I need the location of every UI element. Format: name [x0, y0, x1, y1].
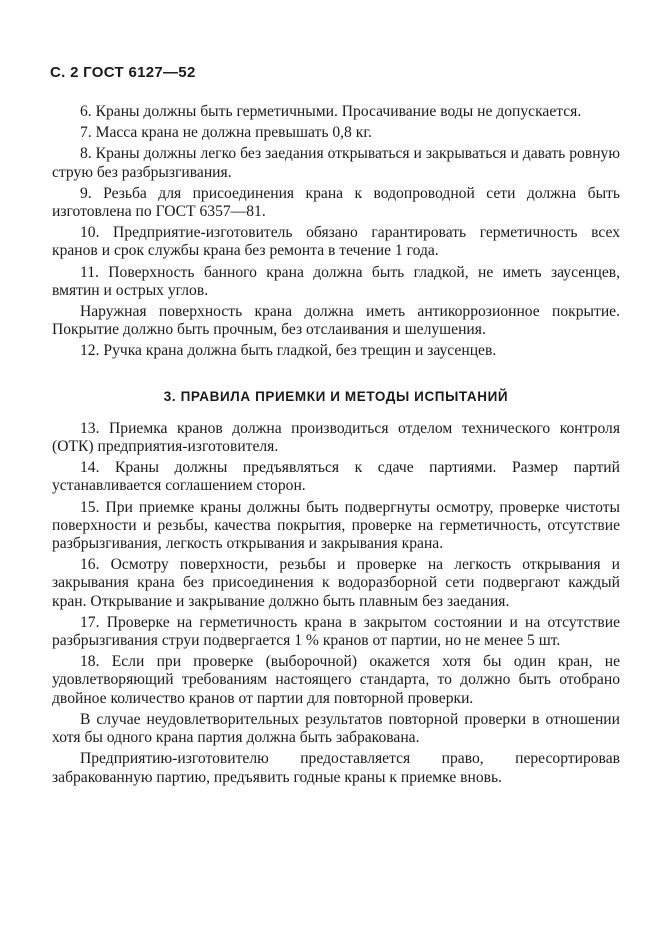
paragraph-15: 15. При приемке краны должны быть подвергнуты осмотру, проверке чистоты поверхности и резьбы, качества покрытия, проверке на герметичность, отсутствие разбрызгивания, легкость открывания и закрывания крана.	[52, 498, 620, 553]
paragraph-16: 16. Осмотру поверхности, резьбы и проверке на легкость открывания и закрывания крана без присоединения к водоразборной сети подвергают каждый кран. Открывание и закрывание должно быть плавным без заедания.	[52, 556, 620, 610]
paragraph-8: 8. Краны должны легко без заедания открываться и закрываться и давать ровную струю без разбрызгивания.	[52, 145, 620, 181]
paragraph-18-rejection: В случае неудовлетворительных результатов повторной проверки в отношении хотя бы одного крана партия должна быть забракована.	[52, 710, 620, 747]
document-body	[52, 103, 620, 790]
page-header: С. 2 ГОСТ 6127—52	[50, 64, 196, 81]
paragraph-11-coating: Наружная поверхность крана должна иметь антикоррозионное покрытие. Покрытие должно быть прочным, без отслаивания и шелушения.	[52, 303, 620, 339]
section-title: 3. ПРАВИЛА ПРИЕМКИ И МЕТОДЫ ИСПЫТАНИЙ	[163, 388, 509, 404]
paragraph-11: 11. Поверхность банного крана должна быть гладкой, не иметь заусенцев, вмятин и острых углов.	[52, 263, 620, 299]
paragraph-12: 12. Ручка крана должна быть гладкой, без трещин и заусенцев.	[80, 342, 497, 360]
paragraph-9: 9. Резьба для присоединения крана к водопроводной сети должна быть изготовлена по ГОСТ 6357—81.	[52, 184, 620, 221]
paragraph-6: 6. Краны должны быть герметичными. Просачивание воды не допускается.	[80, 103, 582, 120]
paragraph-18: 18. Если при проверке (выборочной) окажется хотя бы один кран, не удовлетворяющий требованиям настоящего стандарта, то должно быть отобрано двойное количество кранов от партии для повторной проверки.	[52, 653, 620, 707]
paragraph-17: 17. Проверке на герметичность крана в закрытом состоянии и на отсутствие разбрызгивания струи подвергается 1 % кранов от партии, но не менее 5 шт.	[52, 613, 620, 650]
paragraph-14: 14. Краны должны предъявляться к сдаче партиями. Размер партий устанавливается соглашением сторон.	[52, 459, 620, 495]
paragraph-7: 7. Масса крана не должна превышать 0,8 кг.	[80, 124, 372, 142]
paragraph-10: 10. Предприятие-изготовитель обязано гарантировать герметичность всех кранов и срок службы крана без ремонта в течение 1 года.	[52, 224, 620, 260]
paragraph-18-resorting: Предприятию-изготовителю предоставляется право, пересортировав забракованную партию, предъявить годные краны к приемке вновь.	[52, 750, 620, 786]
paragraph-13: 13. Приемка кранов должна производиться отделом технического контроля (ОТК) предприятия-изготовителя.	[52, 419, 620, 456]
